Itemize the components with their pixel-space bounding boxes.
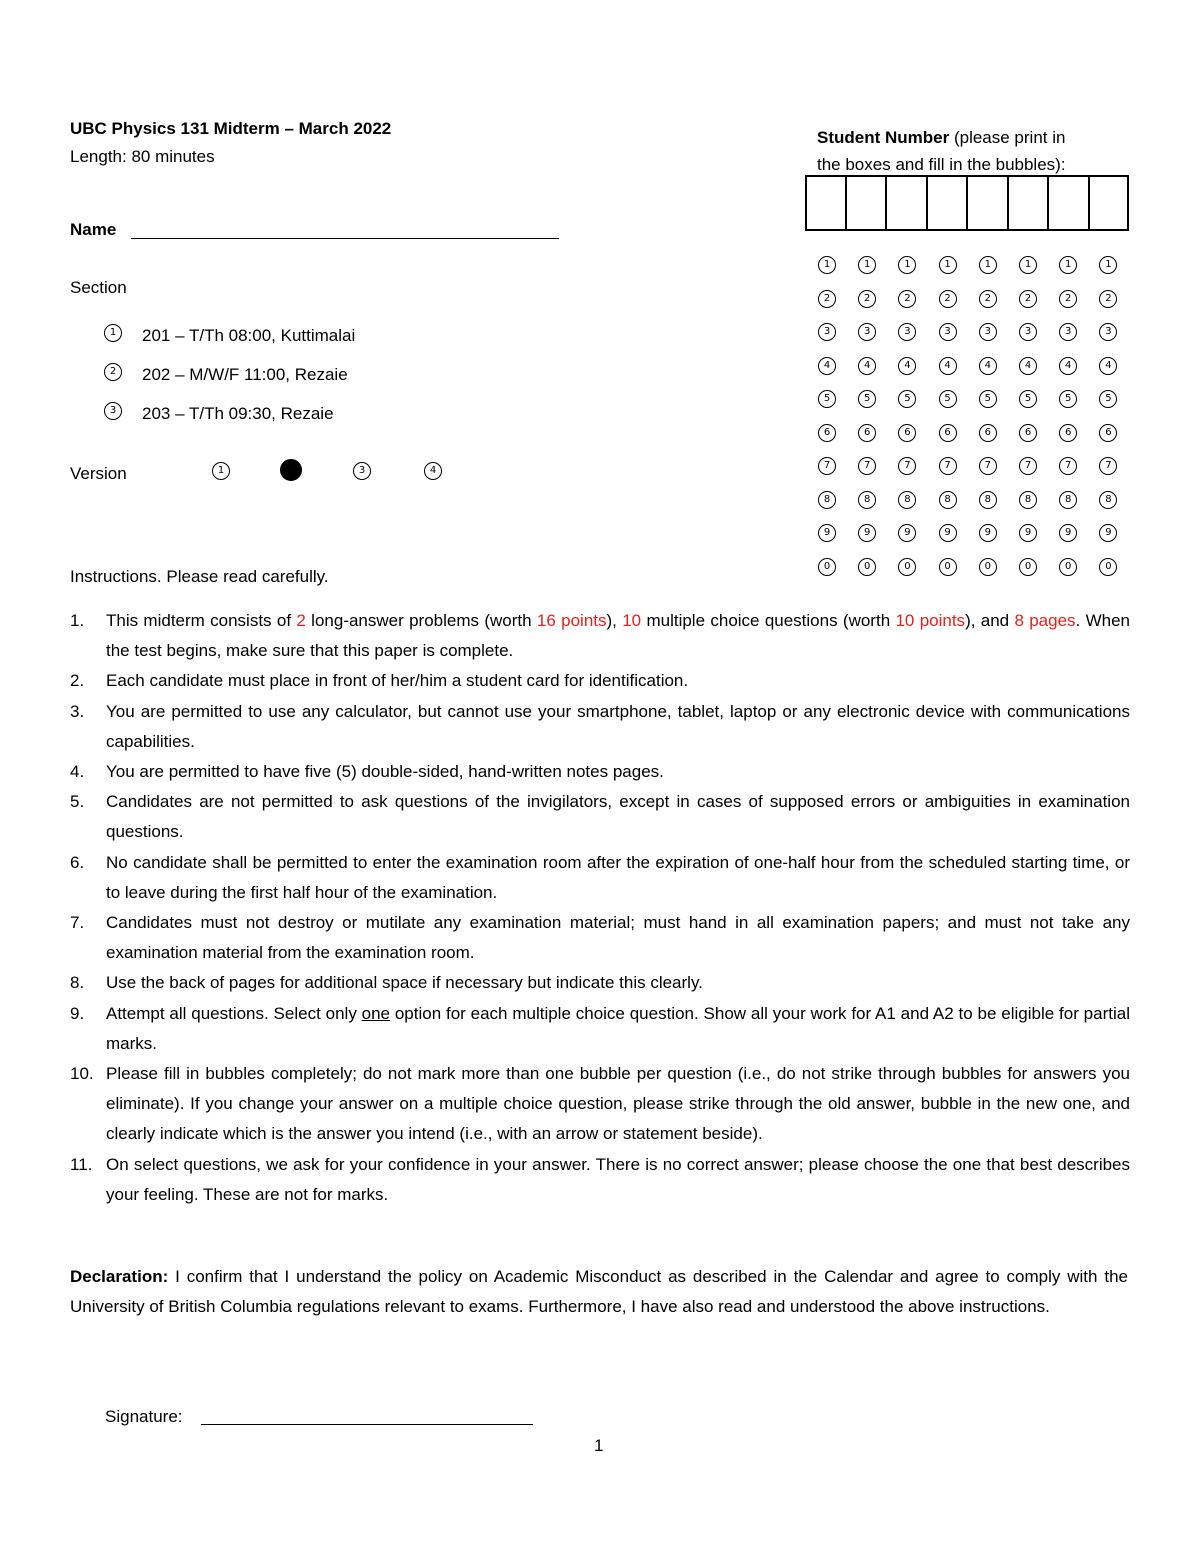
student-number-bubble-8[interactable]: 8 bbox=[1099, 491, 1117, 509]
student-number-bubble-2[interactable]: 2 bbox=[858, 290, 876, 308]
instruction-text: No candidate shall be permitted to enter the examination room after the expiration of one-half hour from the scheduled starting time, or to leave during the first half hour of the examination. bbox=[106, 852, 1130, 902]
signature-line[interactable] bbox=[201, 1424, 533, 1425]
student-number-bubble-7[interactable]: 7 bbox=[818, 457, 836, 475]
student-number-bubble-4[interactable]: 4 bbox=[1099, 357, 1117, 375]
instruction-item bbox=[70, 606, 1130, 666]
student-number-bubble-7[interactable]: 7 bbox=[898, 457, 916, 475]
student-number-label bbox=[817, 128, 1065, 148]
student-number-bubble-3[interactable]: 3 bbox=[1099, 323, 1117, 341]
student-number-bubble-3[interactable]: 3 bbox=[1019, 323, 1037, 341]
student-number-bubble-3[interactable]: 3 bbox=[939, 323, 957, 341]
student-number-bubble-8[interactable]: 8 bbox=[979, 491, 997, 509]
instruction-text: . When the test begins, make sure that this paper is complete. bbox=[106, 611, 1130, 661]
instruction-text: Each candidate must place in front of her/him a student card for identification. bbox=[106, 671, 689, 691]
student-number-bubble-8[interactable]: 8 bbox=[1059, 491, 1077, 509]
student-number-bubble-1[interactable]: 1 bbox=[1059, 256, 1077, 274]
exam-title: UBC Physics 131 Midterm – March 2022 bbox=[70, 119, 392, 138]
points-problems: 16 points bbox=[536, 611, 607, 630]
student-number-bubble-6[interactable]: 6 bbox=[1019, 424, 1037, 442]
count-mc: 10 bbox=[622, 611, 642, 630]
student-number-bubble-9[interactable]: 9 bbox=[858, 524, 876, 542]
student-number-bubble-6[interactable]: 6 bbox=[898, 424, 916, 442]
instruction-number: 4. bbox=[70, 762, 85, 782]
student-number-bubble-7[interactable]: 7 bbox=[979, 457, 997, 475]
version-bubble-3[interactable]: 3 bbox=[353, 462, 371, 480]
section-option-203: 203 – T/Th 09:30, Rezaie bbox=[142, 404, 334, 423]
student-number-bubble-2[interactable]: 2 bbox=[818, 290, 836, 308]
declaration bbox=[70, 1262, 1128, 1323]
student-number-bubble-7[interactable]: 7 bbox=[1019, 457, 1037, 475]
points-mc: 10 points bbox=[895, 611, 966, 630]
instruction-text: Attempt all questions. Select only bbox=[106, 1003, 362, 1023]
section-option-201: 201 – T/Th 08:00, Kuttimalai bbox=[142, 326, 356, 345]
instruction-text: ), and bbox=[965, 611, 1015, 630]
page-count: 8 pages bbox=[1014, 611, 1076, 630]
declaration-text: I confirm that I understand the policy on Academic Misconduct as described in the Calendar and agree to comply with the University of British Columbia regulations relevant to exams. Furthermore, I have also read and understood the above instructions. bbox=[70, 1267, 1128, 1317]
student-number-box-divider bbox=[845, 176, 847, 230]
student-number-bubble-3[interactable]: 3 bbox=[1059, 323, 1077, 341]
student-number-bubble-0[interactable]: 0 bbox=[939, 558, 957, 576]
student-number-bubble-4[interactable]: 4 bbox=[898, 357, 916, 375]
instruction-item bbox=[70, 1059, 1130, 1150]
student-number-bubble-9[interactable]: 9 bbox=[939, 524, 957, 542]
instruction-item bbox=[70, 697, 1130, 757]
student-number-bubble-9[interactable]: 9 bbox=[1099, 524, 1117, 542]
student-number-bubble-0[interactable]: 0 bbox=[979, 558, 997, 576]
student-number-bubble-4[interactable]: 4 bbox=[818, 357, 836, 375]
section-bubble-2[interactable]: 2 bbox=[104, 363, 122, 381]
instruction-text: Use the back of pages for additional space if necessary but indicate this clearly. bbox=[106, 973, 703, 993]
declaration-label: Declaration: bbox=[70, 1267, 169, 1286]
student-number-bubble-9[interactable]: 9 bbox=[979, 524, 997, 542]
student-number-bubble-6[interactable]: 6 bbox=[818, 424, 836, 442]
instruction-text: Candidates are not permitted to ask questions of the invigilators, except in cases of supposed errors or ambiguities in examination questions. bbox=[106, 792, 1130, 842]
student-number-label-line2: the boxes and fill in the bubbles): bbox=[817, 155, 1066, 174]
instruction-item bbox=[70, 787, 1130, 847]
student-number-bubble-6[interactable]: 6 bbox=[1059, 424, 1077, 442]
student-number-bubble-5[interactable]: 5 bbox=[898, 390, 916, 408]
student-number-bubble-9[interactable]: 9 bbox=[818, 524, 836, 542]
student-number-bubble-8[interactable]: 8 bbox=[939, 491, 957, 509]
student-number-bubble-0[interactable]: 0 bbox=[858, 558, 876, 576]
instruction-text: multiple choice questions (worth bbox=[641, 611, 896, 630]
underlined-one: one bbox=[361, 1003, 391, 1023]
instruction-item bbox=[70, 908, 1130, 968]
student-number-bubble-8[interactable]: 8 bbox=[858, 491, 876, 509]
student-number-bubble-7[interactable]: 7 bbox=[1099, 457, 1117, 475]
student-number-bubble-8[interactable]: 8 bbox=[1019, 491, 1037, 509]
student-number-bubble-5[interactable]: 5 bbox=[939, 390, 957, 408]
instruction-number: 3. bbox=[70, 701, 85, 721]
student-number-bubble-0[interactable]: 0 bbox=[818, 558, 836, 576]
student-number-bubble-2[interactable]: 2 bbox=[939, 290, 957, 308]
student-number-bubble-0[interactable]: 0 bbox=[1059, 558, 1077, 576]
instruction-text: You are permitted to use any calculator, but cannot use your smartphone, tablet, laptop or any electronic device with communications capabilities. bbox=[106, 701, 1130, 751]
student-number-box-divider bbox=[885, 176, 887, 230]
student-number-bubble-2[interactable]: 2 bbox=[1019, 290, 1037, 308]
instruction-number: 1. bbox=[70, 611, 85, 630]
student-number-bubble-8[interactable]: 8 bbox=[818, 491, 836, 509]
student-number-box-divider bbox=[1088, 176, 1090, 230]
student-number-bubble-9[interactable]: 9 bbox=[1019, 524, 1037, 542]
instruction-item bbox=[70, 999, 1130, 1059]
student-number-bubble-9[interactable]: 9 bbox=[898, 524, 916, 542]
instruction-text: long-answer problems (worth bbox=[305, 611, 537, 630]
student-number-bubble-1[interactable]: 1 bbox=[1099, 256, 1117, 274]
student-number-bubble-7[interactable]: 7 bbox=[939, 457, 957, 475]
student-number-bubble-5[interactable]: 5 bbox=[979, 390, 997, 408]
name-line[interactable] bbox=[131, 238, 559, 239]
student-number-box-divider bbox=[926, 176, 928, 230]
instruction-text: You are permitted to have five (5) double-sided, hand-written notes pages. bbox=[106, 762, 664, 782]
instruction-number: 7. bbox=[70, 913, 85, 933]
student-number-bubble-4[interactable]: 4 bbox=[858, 357, 876, 375]
student-number-bubble-2[interactable]: 2 bbox=[1099, 290, 1117, 308]
student-number-bubble-6[interactable]: 6 bbox=[979, 424, 997, 442]
instruction-number: 9. bbox=[70, 1003, 85, 1023]
student-number-bubble-0[interactable]: 0 bbox=[898, 558, 916, 576]
student-number-bubble-6[interactable]: 6 bbox=[939, 424, 957, 442]
student-number-bubble-5[interactable]: 5 bbox=[1099, 390, 1117, 408]
student-number-bubble-3[interactable]: 3 bbox=[979, 323, 997, 341]
student-number-bubble-6[interactable]: 6 bbox=[858, 424, 876, 442]
section-label: Section bbox=[70, 278, 127, 297]
student-number-bubble-3[interactable]: 3 bbox=[858, 323, 876, 341]
student-number-bubble-6[interactable]: 6 bbox=[1099, 424, 1117, 442]
student-number-bubble-0[interactable]: 0 bbox=[1019, 558, 1037, 576]
student-number-bubble-1[interactable]: 1 bbox=[979, 256, 997, 274]
student-number-bubble-1[interactable]: 1 bbox=[858, 256, 876, 274]
student-number-bubble-8[interactable]: 8 bbox=[898, 491, 916, 509]
instruction-number: 2. bbox=[70, 671, 85, 691]
instruction-text: ), bbox=[606, 611, 623, 630]
student-number-bubble-5[interactable]: 5 bbox=[858, 390, 876, 408]
student-number-bubble-4[interactable]: 4 bbox=[979, 357, 997, 375]
instruction-number: 11. bbox=[70, 1154, 93, 1174]
instruction-number: 6. bbox=[70, 852, 85, 872]
instruction-text: This midterm consists of bbox=[106, 611, 297, 630]
count-problems: 2 bbox=[296, 611, 306, 630]
exam-length: Length: 80 minutes bbox=[70, 147, 215, 166]
version-bubble-2-filled[interactable] bbox=[280, 459, 302, 481]
instruction-number: 5. bbox=[70, 792, 85, 812]
student-number-bubble-5[interactable]: 5 bbox=[1059, 390, 1077, 408]
instructions-list bbox=[70, 606, 1130, 1210]
instructions-heading: Instructions. Please read carefully. bbox=[70, 567, 329, 586]
student-number-box-divider bbox=[1047, 176, 1049, 230]
instruction-item bbox=[70, 968, 1130, 998]
instruction-text: Candidates must not destroy or mutilate any examination material; must hand in all examination papers; and must not take any examination material from the examination room. bbox=[106, 913, 1130, 963]
section-bubble-1[interactable]: 1 bbox=[104, 324, 122, 342]
student-number-bubble-1[interactable]: 1 bbox=[818, 256, 836, 274]
student-number-bubble-0[interactable]: 0 bbox=[1099, 558, 1117, 576]
student-number-bubble-7[interactable]: 7 bbox=[1059, 457, 1077, 475]
student-number-bubble-1[interactable]: 1 bbox=[1019, 256, 1037, 274]
instruction-number: 10. bbox=[70, 1064, 94, 1084]
student-number-bubble-2[interactable]: 2 bbox=[898, 290, 916, 308]
student-number-bubble-5[interactable]: 5 bbox=[818, 390, 836, 408]
student-number-bubble-5[interactable]: 5 bbox=[1019, 390, 1037, 408]
instruction-item bbox=[70, 757, 1130, 787]
student-number-bubble-4[interactable]: 4 bbox=[1019, 357, 1037, 375]
student-number-bubble-2[interactable]: 2 bbox=[979, 290, 997, 308]
student-number-bubble-4[interactable]: 4 bbox=[939, 357, 957, 375]
student-number-bubble-3[interactable]: 3 bbox=[818, 323, 836, 341]
section-bubble-3[interactable]: 3 bbox=[104, 402, 122, 420]
instruction-text: option for each multiple choice question. Show all your work for A1 and A2 to be eligible for partial marks. bbox=[106, 1003, 1130, 1053]
student-number-bubble-3[interactable]: 3 bbox=[898, 323, 916, 341]
student-number-box-divider bbox=[966, 176, 968, 230]
student-number-bubble-7[interactable]: 7 bbox=[858, 457, 876, 475]
instruction-item bbox=[70, 1150, 1130, 1210]
signature-label: Signature: bbox=[105, 1407, 183, 1426]
student-number-bubble-4[interactable]: 4 bbox=[1059, 357, 1077, 375]
version-bubble-4[interactable]: 4 bbox=[424, 462, 442, 480]
instruction-item bbox=[70, 666, 1130, 696]
instruction-item bbox=[70, 848, 1130, 908]
student-number-label-rest: (please print in bbox=[949, 128, 1066, 147]
instruction-number: 8. bbox=[70, 973, 85, 993]
student-number-bubble-1[interactable]: 1 bbox=[898, 256, 916, 274]
student-number-label-bold: Student Number bbox=[817, 128, 950, 147]
name-label: Name bbox=[70, 220, 117, 239]
student-number-bubble-1[interactable]: 1 bbox=[939, 256, 957, 274]
version-bubble-1[interactable]: 1 bbox=[212, 462, 230, 480]
student-number-bubble-2[interactable]: 2 bbox=[1059, 290, 1077, 308]
page-number: 1 bbox=[594, 1436, 604, 1455]
student-number-box-divider bbox=[1007, 176, 1009, 230]
instruction-text: Please fill in bubbles completely; do not mark more than one bubble per question (i.e., do not strike through bubbles for answers you eliminate). If you change your answer on a multiple choice question, please strike through the old answer, bubble in the new one, and clearly indicate which is the answer you intend (i.e., with an arrow or statement beside). bbox=[106, 1064, 1130, 1144]
version-label: Version bbox=[70, 464, 127, 483]
instruction-text: On select questions, we ask for your confidence in your answer. There is no correct answer; please choose the one that best describes your feeling. These are not for marks. bbox=[106, 1154, 1130, 1204]
student-number-bubble-9[interactable]: 9 bbox=[1059, 524, 1077, 542]
section-option-202: 202 – M/W/F 11:00, Rezaie bbox=[142, 365, 348, 384]
